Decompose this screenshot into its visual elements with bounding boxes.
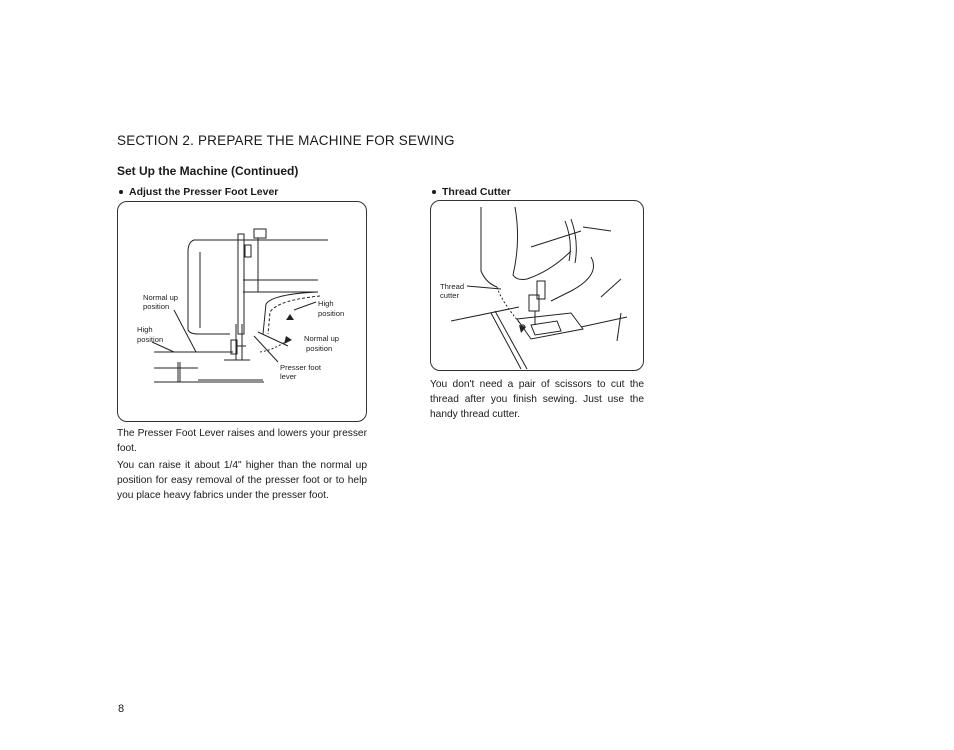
presser-foot-paragraph-2: You can raise it about 1/4" higher than the normal up position for easy removal of the presser foot or to help you place heavy fabrics under the presser foot. xyxy=(117,460,367,501)
thread-cutter-drawing xyxy=(431,201,643,370)
label-normal-up-left-2: position xyxy=(143,302,170,311)
label-high-right-2: position xyxy=(318,309,345,318)
label-high-right-1: High xyxy=(318,299,334,308)
thread-cutter-paragraph: You don't need a pair of scissors to cut the thread after you finish sewing. Just use the handy thread cutter. xyxy=(430,379,644,420)
label-normal-up-right-2: position xyxy=(306,344,333,353)
presser-foot-paragraph-1: The Presser Foot Lever raises and lowers your presser foot. xyxy=(117,428,367,454)
page-number: 8 xyxy=(118,703,125,715)
label-lever-2: lever xyxy=(280,372,297,381)
bullet-icon xyxy=(119,190,123,194)
presser-foot-heading xyxy=(119,186,278,198)
presser-foot-heading-text: Adjust the Presser Foot Lever xyxy=(129,186,279,198)
label-cutter-2: cutter xyxy=(440,291,459,300)
label-lever-1: Presser foot xyxy=(280,363,321,372)
label-normal-up-right-1: Normal up xyxy=(304,334,340,343)
thread-cutter-illustration xyxy=(430,200,644,371)
presser-foot-drawing xyxy=(118,202,366,421)
label-high-left-2: position xyxy=(137,335,164,344)
thread-cutter-heading xyxy=(432,186,511,198)
subsection-heading: Set Up the Machine (Continued) xyxy=(117,164,299,178)
label-high-left-1: High xyxy=(137,325,153,334)
section-heading: SECTION 2. PREPARE THE MACHINE FOR SEWING xyxy=(117,133,455,148)
presser-foot-illustration xyxy=(117,201,367,422)
label-normal-up-left-1: Normal up xyxy=(143,293,179,302)
thread-cutter-heading-text: Thread Cutter xyxy=(442,186,511,198)
label-cutter-1: Thread xyxy=(440,282,465,291)
bullet-icon xyxy=(432,190,436,194)
